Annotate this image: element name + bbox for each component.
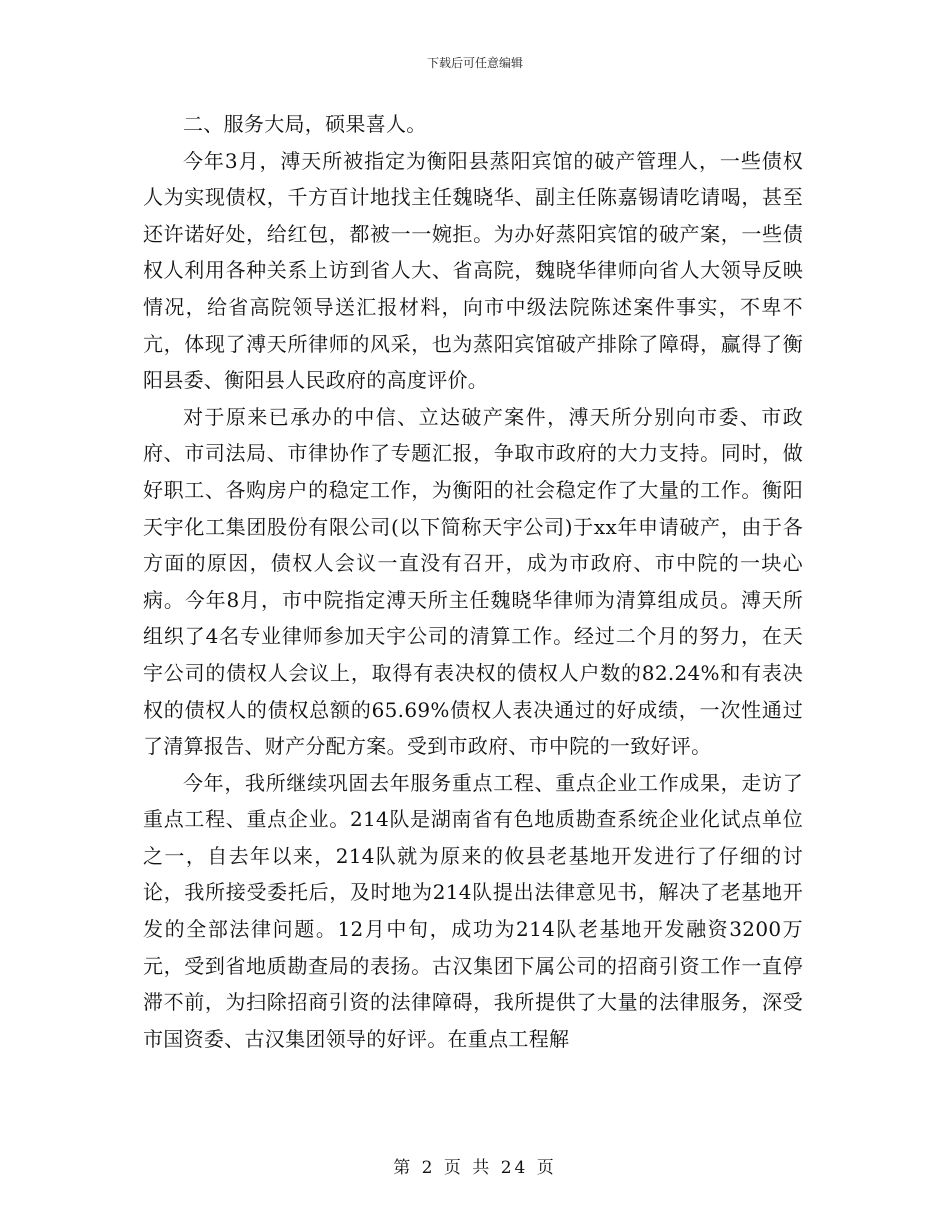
document-body: [143, 106, 803, 1057]
paragraph: 今年，我所继续巩固去年服务重点工程、重点企业工作成果，走访了重点工程、重点企业。214队是湖南省有色地质勘查系统企业化试点单位之一，自去年以来，214队就为原来的攸县老基地开发进行了仔细的讨论，我所接受委托后，及时地为214队提出法律意见书，解决了老基地开发的全部法律问题。12月中旬，成功为214队老基地开发融资3200万元，受到省地质勘查局的表扬。古汉集团下属公司的招商引资工作一直停滞不前，为扫除招商引资的法律障碍，我所提供了大量的法律服务，深受市国资委、古汉集团领导的好评。在重点工程解: [143, 770, 803, 1051]
page-number: 第 2 页 共 24 页: [393, 1158, 557, 1178]
page-header-note: 下载后可任意编辑: [426, 56, 523, 70]
section-heading: 二、服务大局，硕果喜人。: [183, 112, 427, 136]
paragraph: 对于原来已承办的中信、立达破产案件，溥天所分别向市委、市政府、市司法局、市律协作了专题汇报，争取市政府的大力支持。同时，做好职工、各购房户的稳定工作，为衡阳的社会稳定作了大量的工作。衡阳天宇化工集团股份有限公司(以下简称天宇公司)于xx年申请破产，由于各方面的原因，债权人会议一直没有召开，成为市政府、市中院的一块心病。今年8月，市中院指定溥天所主任魏晓华律师为清算组成员。溥天所组织了4名专业律师参加天宇公司的清算工作。经过二个月的努力，在天宇公司的债权人会议上，取得有表决权的债权人户数的82.24%和有表决权的债权人的债权总额的65.69%债权人表决通过的好成绩，一次性通过了清算报告、财产分配方案。受到市政府、市中院的一致好评。: [143, 404, 803, 759]
paragraph: 今年3月，溥天所被指定为衡阳县蒸阳宾馆的破产管理人，一些债权人为实现债权，千方百计地找主任魏晓华、副主任陈嘉锡请吃请喝，甚至还许诺好处，给红包，都被一一婉拒。为办好蒸阳宾馆的破产案，一些债权人利用各种关系上访到省人大、省高院，魏晓华律师向省人大领导反映情况，给省高院领导送汇报材料，向市中级法院陈述案件事实，不卑不亢，体现了溥天所律师的风采，也为蒸阳宾馆破产排除了障碍，赢得了衡阳县委、衡阳县人民政府的高度评价。: [143, 148, 803, 393]
